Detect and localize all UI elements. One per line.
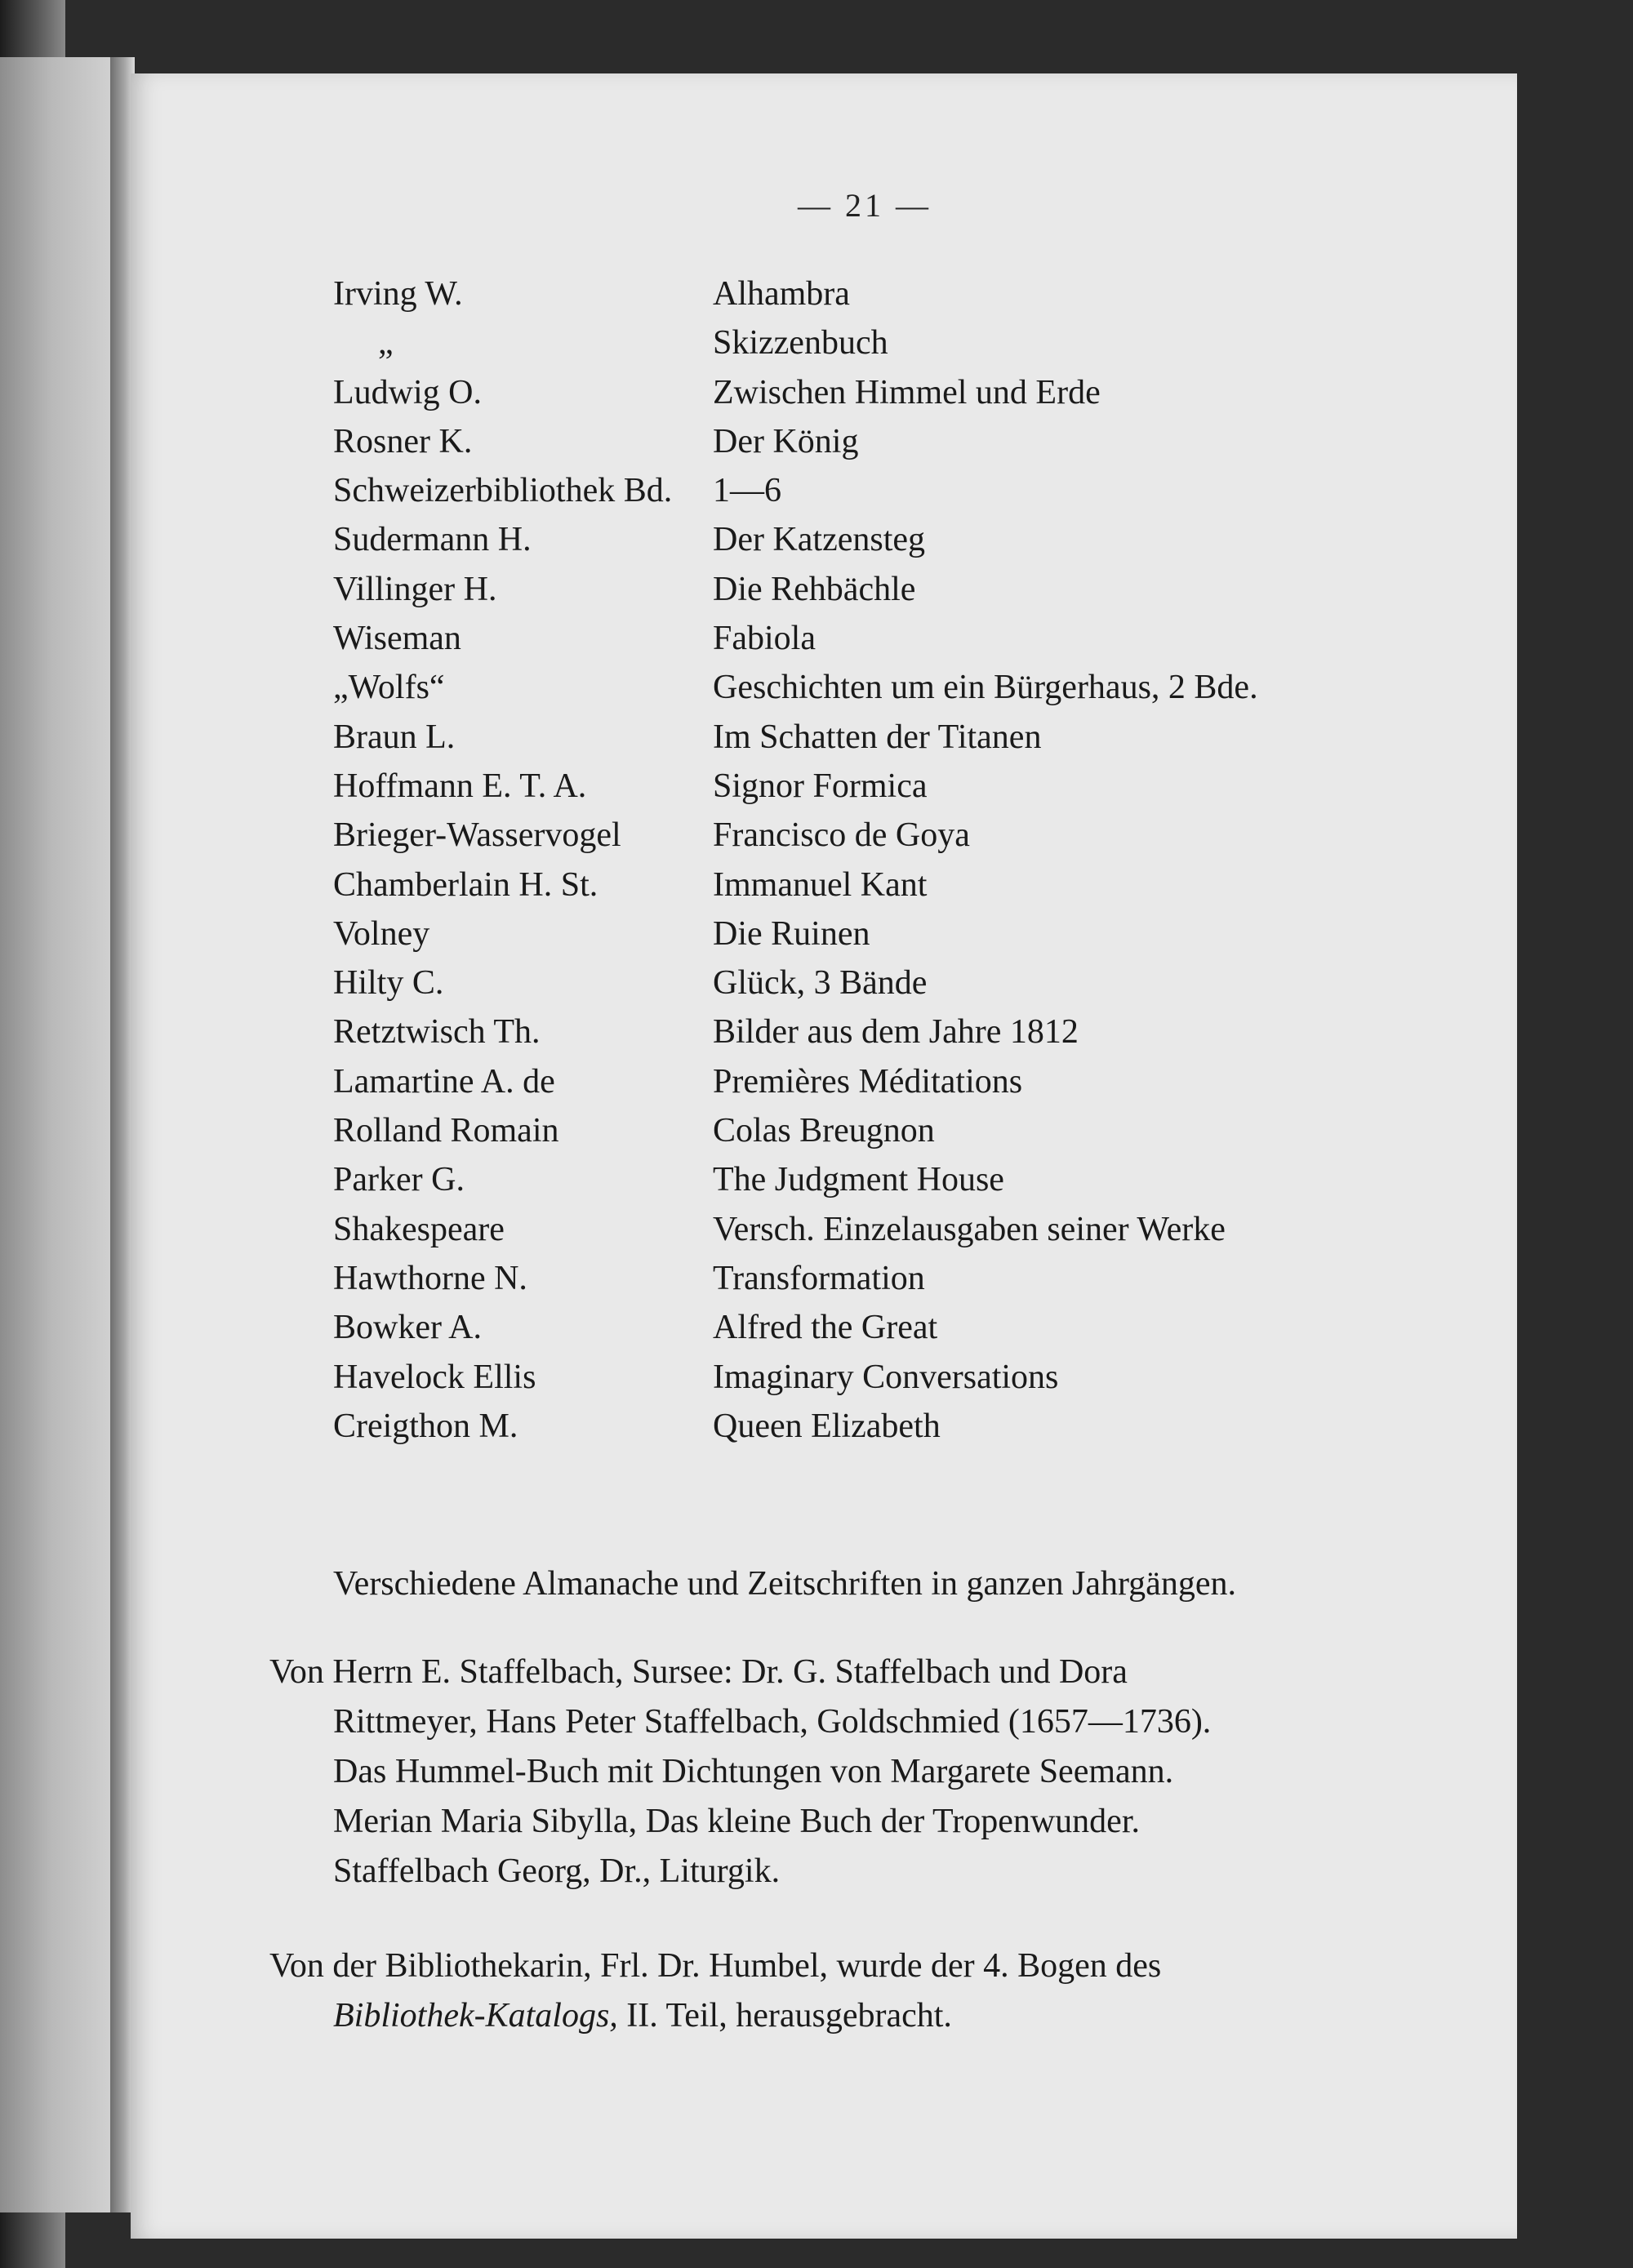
author-ditto-mark: „ (378, 324, 394, 362)
author: Hawthorne N. (333, 1259, 527, 1297)
catalog-row (333, 1106, 1460, 1155)
author: Wiseman (333, 620, 461, 658)
catalog-row (333, 958, 1460, 1007)
catalog-paragraph-line (269, 1991, 1486, 2041)
author: Havelock Ellis (333, 1358, 536, 1396)
catalog-row (333, 565, 1460, 614)
author: Creigthon M. (333, 1407, 518, 1445)
author: Shakespeare (333, 1210, 505, 1248)
author: Chamberlain H. St. (333, 865, 598, 904)
author: Sudermann H. (333, 521, 532, 559)
catalog-row (333, 1353, 1460, 1402)
donation-line: Merian Maria Sibylla, Das kleine Buch der Tropenwunder. (333, 1803, 1140, 1840)
title: The Judgment House (713, 1161, 1004, 1199)
author: Rosner K. (333, 422, 473, 460)
catalog-row (333, 811, 1460, 860)
author: „Wolfs“ (333, 669, 445, 707)
catalog-row (333, 417, 1460, 466)
catalog-row (333, 1402, 1460, 1451)
title: Imaginary Conversations (713, 1358, 1059, 1396)
title: Der König (713, 422, 859, 460)
title: Im Schatten der Titanen (713, 718, 1042, 756)
author: Hoffmann E. T. A. (333, 767, 587, 805)
title: Bilder aus dem Jahre 1812 (713, 1013, 1079, 1052)
author: Bowker A. (333, 1309, 482, 1347)
almanac-note: Verschiedene Almanache und Zeitschriften in ganzen Jahrgängen. (333, 1565, 1236, 1603)
catalog-row (333, 663, 1460, 712)
title: Fabiola (713, 620, 816, 658)
author: Brieger-Wasservogel (333, 816, 621, 855)
author: Parker G. (333, 1161, 465, 1199)
catalog-row (333, 1007, 1460, 1056)
donation-line: Staffelbach Georg, Dr., Liturgik. (333, 1852, 781, 1890)
catalog-row (333, 1057, 1460, 1106)
title: Geschichten um ein Bürgerhaus, 2 Bde. (713, 669, 1258, 707)
catalog-row (333, 515, 1460, 564)
catalog-row (333, 1155, 1460, 1204)
author: Villinger H. (333, 570, 497, 608)
author: Braun L. (333, 718, 456, 756)
catalog-row (333, 368, 1460, 417)
catalog-paragraph-line: Von der Bibliothekarin, Frl. Dr. Humbel, wurde der 4. Bogen des (269, 1947, 1162, 1985)
catalog-list (333, 269, 1460, 1451)
catalog-row (333, 762, 1460, 811)
title: 1—6 (713, 472, 781, 510)
catalog-row (333, 1254, 1460, 1303)
title: Queen Elizabeth (713, 1407, 941, 1445)
catalog-title-italic: Bibliothek-Katalogs, (333, 1997, 618, 2035)
catalog-row (333, 466, 1460, 515)
title: Skizzenbuch (713, 324, 888, 362)
page-number: — 21 — (798, 187, 932, 224)
donation-paragraph (269, 1648, 1486, 1897)
title: Transformation (713, 1259, 925, 1297)
title: Zwischen Himmel und Erde (713, 373, 1101, 411)
title: Alfred the Great (713, 1309, 938, 1347)
title: Der Katzensteg (713, 521, 926, 559)
catalog-paragraph (269, 1941, 1486, 2041)
title: Alhambra (713, 275, 850, 313)
catalog-paragraph-rest: II. Teil, herausgebracht. (617, 1997, 952, 2035)
catalog-row (333, 909, 1460, 958)
catalog-row (333, 269, 1460, 318)
title: Premières Méditations (713, 1062, 1023, 1101)
author: Ludwig O. (333, 373, 482, 411)
author: Rolland Romain (333, 1112, 559, 1150)
title: Francisco de Goya (713, 816, 970, 855)
title: Glück, 3 Bände (713, 964, 928, 1003)
title: Immanuel Kant (713, 865, 928, 904)
left-page-edge (0, 57, 114, 2212)
title: Versch. Einzelausgaben seiner Werke (713, 1210, 1226, 1248)
donation-line: Von Herrn E. Staffelbach, Sursee: Dr. G. Staffelbach und Dora (269, 1653, 1128, 1691)
author: Schweizerbibliothek Bd. (333, 472, 673, 510)
catalog-row (333, 713, 1460, 762)
catalog-row (333, 1303, 1460, 1352)
catalog-row (333, 318, 1460, 367)
catalog-row (333, 614, 1460, 663)
donation-line: Rittmeyer, Hans Peter Staffelbach, Goldschmied (1657—1736). (333, 1703, 1212, 1741)
book-page (131, 73, 1517, 2239)
author: Lamartine A. de (333, 1062, 555, 1101)
donation-line: Das Hummel-Buch mit Dichtungen von Margarete Seemann. (333, 1753, 1174, 1790)
title: Colas Breugnon (713, 1112, 935, 1150)
author: Irving W. (333, 275, 463, 313)
author: Hilty C. (333, 964, 444, 1003)
title: Die Rehbächle (713, 570, 916, 608)
catalog-row (333, 861, 1460, 909)
catalog-row (333, 1205, 1460, 1254)
author: Volney (333, 914, 430, 953)
author: Retztwisch Th. (333, 1013, 541, 1052)
title: Die Ruinen (713, 914, 870, 953)
title: Signor Formica (713, 767, 928, 805)
